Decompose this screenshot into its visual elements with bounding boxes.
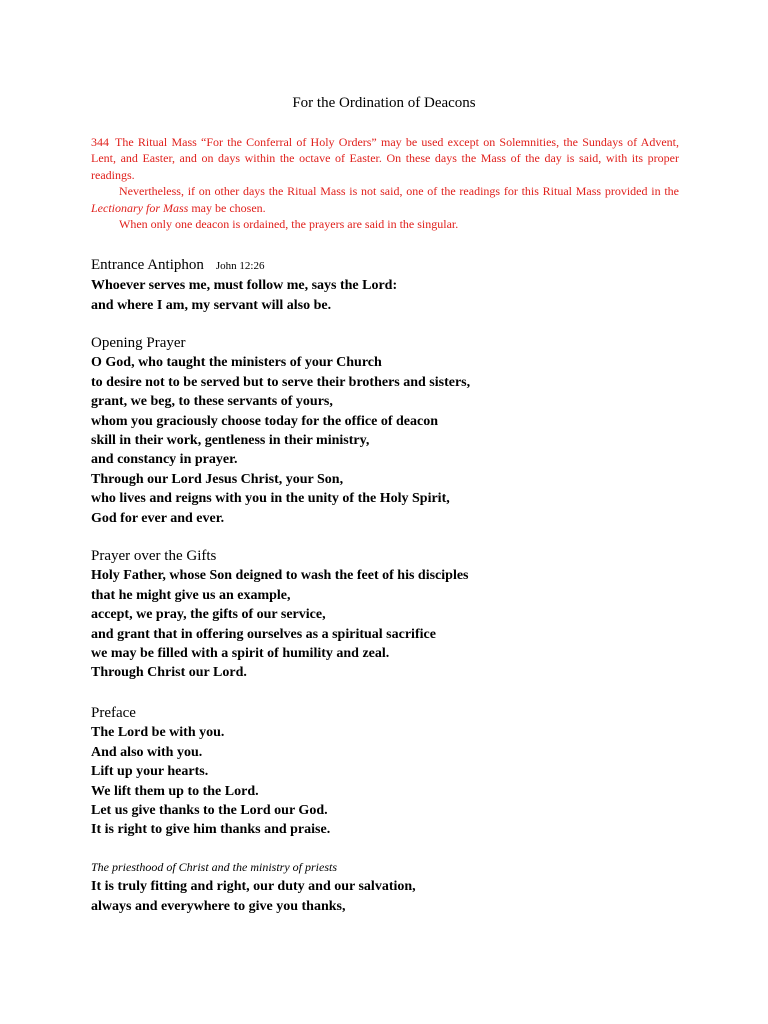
prayer-line: and where I am, my servant will also be.	[91, 297, 332, 313]
preface-body-section	[91, 858, 731, 916]
prayer-line: grant, we beg, to these servants of yours,	[91, 394, 333, 410]
prayer-line: who lives and reigns with you in the unity of the Holy Spirit,	[91, 491, 450, 507]
prayer-line: It is right to give him thanks and praise.	[91, 822, 331, 838]
rubric-paragraph-3: When only one deacon is ordained, the prayers are said in the singular.	[119, 217, 459, 232]
entrance-antiphon-section	[91, 256, 731, 315]
prayer-line: We lift them up to the Lord.	[91, 783, 259, 799]
prayer-line: Holy Father, whose Son deigned to wash the feet of his disciples	[91, 568, 469, 584]
prayer-line: always and everywhere to give you thanks,	[91, 898, 346, 914]
rubric-note	[91, 134, 679, 232]
section-heading	[91, 256, 731, 276]
scripture-reference: John 12:26	[215, 260, 265, 272]
rubric-paragraph-2	[91, 183, 679, 216]
rubric-text-1: The Ritual Mass “For the Conferral of Holy Orders” may be used except on Solemnities, the Sundays of Advent, Lent, and Easter, and on days within the octave of Easter. On these days the Mass of the day is said, with its proper readings.	[91, 135, 679, 182]
prayer-line: to desire not to be served but to serve their brothers and sisters,	[91, 374, 471, 390]
prayer-line: accept, we pray, the gifts of our service,	[91, 607, 326, 623]
prayer-lines	[91, 723, 731, 839]
prayer-lines	[91, 566, 731, 682]
lectionary-title: Lectionary for Mass	[91, 200, 189, 215]
rubric-paragraph-1	[91, 134, 679, 183]
prayer-line: O God, who taught the ministers of your Church	[91, 355, 382, 371]
prayer-line: we may be filled with a spirit of humility and zeal.	[91, 646, 390, 662]
prayer-line: Through Christ our Lord.	[91, 665, 247, 681]
preface-section	[91, 704, 731, 840]
prayer-over-gifts-section	[91, 547, 731, 683]
rubric-number: 344	[91, 135, 109, 149]
prayer-line: Let us give thanks to the Lord our God.	[91, 803, 328, 819]
prayer-line: Whoever serves me, must follow me, says the Lord:	[91, 278, 398, 294]
prayer-over-gifts-heading: Prayer over the Gifts	[91, 548, 217, 564]
opening-prayer-section	[91, 334, 731, 528]
prayer-lines	[91, 276, 731, 315]
rubric-text-2b: may be chosen.	[188, 200, 266, 215]
prayer-line: and grant that in offering ourselves as a spiritual sacrifice	[91, 626, 436, 642]
preface-heading: Preface	[91, 705, 136, 721]
opening-prayer-heading: Opening Prayer	[91, 335, 186, 351]
prayer-line: that he might give us an example,	[91, 587, 291, 603]
prayer-line: God for ever and ever.	[91, 510, 225, 526]
rubric-text-2a: Nevertheless, if on other days the Ritual Mass is not said, one of the readings for this Ritual Mass provided in the	[119, 184, 679, 199]
prayer-lines	[91, 353, 731, 528]
prayer-line: The Lord be with you.	[91, 725, 225, 741]
prayer-line: and constancy in prayer.	[91, 452, 238, 468]
prayer-line: It is truly fitting and right, our duty and our salvation,	[91, 879, 416, 895]
entrance-antiphon-heading: Entrance Antiphon	[91, 257, 204, 273]
prayer-line: whom you graciously choose today for the office of deacon	[91, 413, 438, 429]
preface-subtitle: The priesthood of Christ and the ministry of priests	[91, 860, 338, 874]
page-title: For the Ordination of Deacons	[292, 95, 476, 111]
prayer-line: And also with you.	[91, 744, 203, 760]
prayer-line: skill in their work, gentleness in their ministry,	[91, 433, 370, 449]
prayer-line: Through our Lord Jesus Christ, your Son,	[91, 471, 344, 487]
prayer-line: Lift up your hearts.	[91, 764, 209, 780]
prayer-lines	[91, 877, 731, 916]
